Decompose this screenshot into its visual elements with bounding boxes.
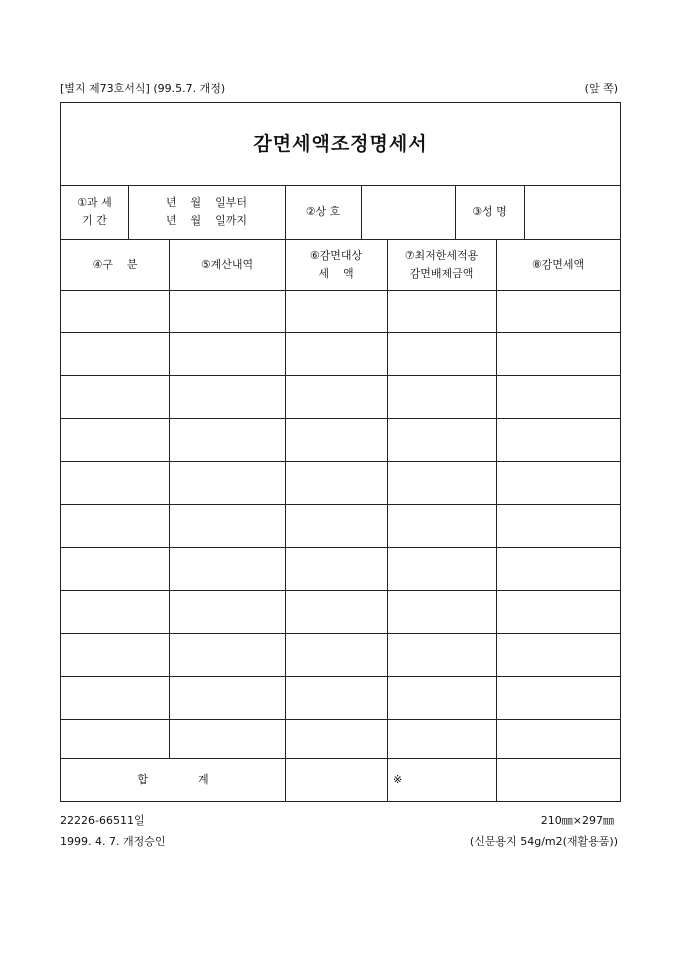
column-header-line2: 감면배제금액	[409, 266, 474, 280]
period-to[interactable]: 년 월 일까지	[165, 214, 248, 227]
form-title: 감면세액조정명세서	[253, 132, 428, 155]
page-side-label: (앞 쪽)	[584, 82, 618, 95]
column-header-minimum-tax-exclusion	[387, 239, 496, 290]
divider	[387, 239, 388, 801]
column-header-line1: ⑦최저한세적용	[404, 248, 479, 262]
period-from[interactable]: 년 월 일부터	[165, 196, 248, 210]
company-name-field[interactable]	[361, 185, 455, 239]
total-label	[61, 758, 285, 801]
form-frame	[60, 102, 621, 802]
total-reduction-amount[interactable]	[496, 758, 620, 801]
tax-period-label	[61, 185, 128, 239]
divider	[61, 461, 620, 462]
divider	[61, 719, 620, 720]
divider	[61, 418, 620, 419]
approval-date: 1999. 4. 7. 개정승인	[60, 835, 166, 848]
column-header-category	[61, 239, 169, 290]
total-label-right: 계	[198, 772, 209, 786]
paper-spec: (신문용지 54g/m2(재활용품))	[469, 835, 618, 848]
total-exclusion-note-mark: ※	[393, 772, 403, 786]
divider	[169, 239, 170, 758]
divider	[61, 633, 620, 634]
divider	[61, 504, 620, 505]
representative-name-field[interactable]	[524, 185, 620, 239]
total-reduction-target[interactable]	[285, 758, 387, 801]
column-header-line1: ⑥감면대상	[309, 248, 363, 262]
divider	[61, 590, 620, 591]
column-header-line1: ⑧감면세액	[531, 257, 585, 271]
column-header-line1: ④구 분	[92, 257, 138, 271]
form-code: 22226-66511일	[60, 814, 145, 827]
divider	[61, 375, 620, 376]
paper-size: 210㎜×297㎜	[540, 814, 614, 827]
column-header-reduction-target	[285, 239, 387, 290]
divider	[285, 239, 286, 801]
column-header-line1: ⑤계산내역	[200, 257, 254, 271]
divider	[61, 547, 620, 548]
company-name-label: ②상 호	[305, 205, 341, 219]
column-header-line2: 세 액	[318, 266, 354, 280]
divider	[61, 332, 620, 333]
tax-period-dates	[128, 185, 285, 239]
column-header-calculation	[169, 239, 285, 290]
total-label-left: 합	[137, 772, 148, 786]
divider	[496, 239, 497, 801]
divider	[61, 676, 620, 677]
tax-period-label-line1: ①과 세	[77, 196, 112, 210]
column-header-reduction-amount	[496, 239, 620, 290]
representative-name-label: ③성 명	[472, 205, 507, 219]
tax-period-label-line2: 기 간	[82, 214, 107, 227]
form-reference: [별지 제73호서식] (99.5.7. 개정)	[60, 82, 226, 95]
divider	[61, 290, 620, 291]
